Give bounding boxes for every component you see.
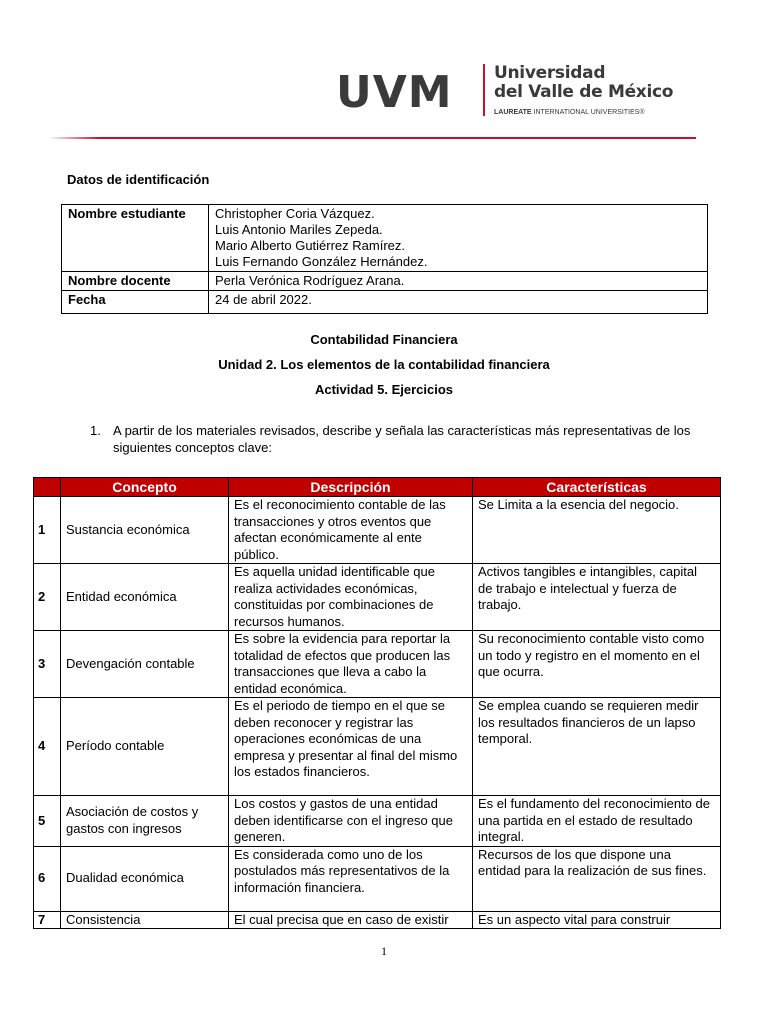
id-label: Nombre estudiante — [62, 205, 209, 272]
row-concept: Consistencia — [61, 911, 229, 929]
row-characteristics: Su reconocimiento contable visto como un todo y registro en el momento en el que ocurra. — [473, 631, 721, 698]
table-row — [34, 911, 721, 929]
student-name: Christopher Coria Vázquez. — [215, 206, 375, 221]
logo-name — [494, 64, 673, 102]
row-concept: Asociación de costos y gastos con ingresos — [61, 796, 229, 847]
row-number: 6 — [34, 846, 61, 911]
table-row — [34, 796, 721, 847]
row-characteristics: Recursos de los que dispone una entidad para la realización de sus fines. — [473, 846, 721, 911]
id-row-teacher — [62, 272, 708, 291]
header-divider — [48, 137, 696, 139]
student-name: Luis Fernando González Hernández. — [215, 254, 428, 269]
table-row — [34, 497, 721, 564]
student-name: Mario Alberto Gutiérrez Ramírez. — [215, 238, 406, 253]
row-number: 5 — [34, 796, 61, 847]
row-characteristics: Se emplea cuando se requieren medir los resultados financieros de un lapso temporal. — [473, 698, 721, 796]
row-number: 7 — [34, 911, 61, 929]
question-text: A partir de los materiales revisados, describe y señala las características más representativas de los siguientes conceptos clave: — [113, 423, 691, 455]
unit-title: Unidad 2. Los elementos de la contabilidad financiera — [218, 357, 550, 372]
row-concept: Período contable — [61, 698, 229, 796]
row-characteristics: Es un aspecto vital para construir — [473, 911, 721, 929]
table-row — [34, 846, 721, 911]
table-row — [34, 564, 721, 631]
row-characteristics: Activos tangibles e intangibles, capital de trabajo e intelectual y fuerza de trabajo. — [473, 564, 721, 631]
activity-title: Actividad 5. Ejercicios — [314, 382, 453, 397]
logo-tagline-bold: LAUREATE — [494, 109, 532, 116]
id-value: Perla Verónica Rodríguez Arana. — [209, 272, 708, 291]
logo-tagline-rest: INTERNATIONAL UNIVERSITIES® — [533, 109, 645, 116]
row-description: Es aquella unidad identificable que realiza actividades económicas, constituidas por combinaciones de recursos humanos. — [229, 564, 473, 631]
course-title: Contabilidad Financiera — [310, 332, 458, 347]
id-row-student — [62, 205, 708, 272]
header-number — [34, 478, 61, 497]
row-description: Los costos y gastos de una entidad deben identificarse con el ingreso que generen. — [229, 796, 473, 847]
id-value — [209, 205, 708, 272]
logo-divider — [483, 64, 485, 116]
row-number: 1 — [34, 497, 61, 564]
row-description: Es el periodo de tiempo en el que se deben reconocer y registrar las operaciones económicas de una empresa y presentar al final del mismo los estados financieros. — [229, 698, 473, 796]
student-name: Luis Antonio Mariles Zepeda. — [215, 222, 383, 237]
logo-mark: UVM — [336, 67, 453, 118]
row-description: Es considerada como uno de los postulados más representativos de la información financiera. — [229, 846, 473, 911]
id-value: 24 de abril 2022. — [209, 291, 708, 314]
header-concept: Concepto — [61, 478, 229, 497]
concepts-table — [33, 477, 721, 929]
row-characteristics: Se Limita a la esencia del negocio. — [473, 497, 721, 564]
row-concept: Entidad económica — [61, 564, 229, 631]
row-characteristics: Es el fundamento del reconocimiento de una partida en el estado de resultado integral. — [473, 796, 721, 847]
identification-title: Datos de identificación — [67, 172, 210, 187]
table-header-row — [34, 478, 721, 497]
question-number: 1. — [90, 423, 101, 438]
row-description: Es sobre la evidencia para reportar la totalidad de efectos que producen las transacciones que lleva a cabo la entidad económica. — [229, 631, 473, 698]
row-description: Es el reconocimiento contable de las transacciones y otros eventos que afectan económicamente al ente público. — [229, 497, 473, 564]
identification-table — [61, 204, 708, 314]
page-number: 1 — [381, 944, 387, 958]
question-item — [90, 422, 700, 456]
header-characteristics: Características — [473, 478, 721, 497]
id-label: Nombre docente — [62, 272, 209, 291]
row-number: 3 — [34, 631, 61, 698]
row-number: 2 — [34, 564, 61, 631]
id-row-date — [62, 291, 708, 314]
logo-tagline — [494, 109, 645, 116]
row-number: 4 — [34, 698, 61, 796]
id-label: Fecha — [62, 291, 209, 314]
logo-name-line2: del Valle de México — [494, 82, 674, 102]
row-concept: Sustancia económica — [61, 497, 229, 564]
row-description: El cual precisa que en caso de existir — [229, 911, 473, 929]
header-description: Descripción — [229, 478, 473, 497]
row-concept: Dualidad económica — [61, 846, 229, 911]
table-row — [34, 631, 721, 698]
table-row — [34, 698, 721, 796]
row-concept: Devengación contable — [61, 631, 229, 698]
logo-name-line1: Universidad — [494, 63, 606, 83]
